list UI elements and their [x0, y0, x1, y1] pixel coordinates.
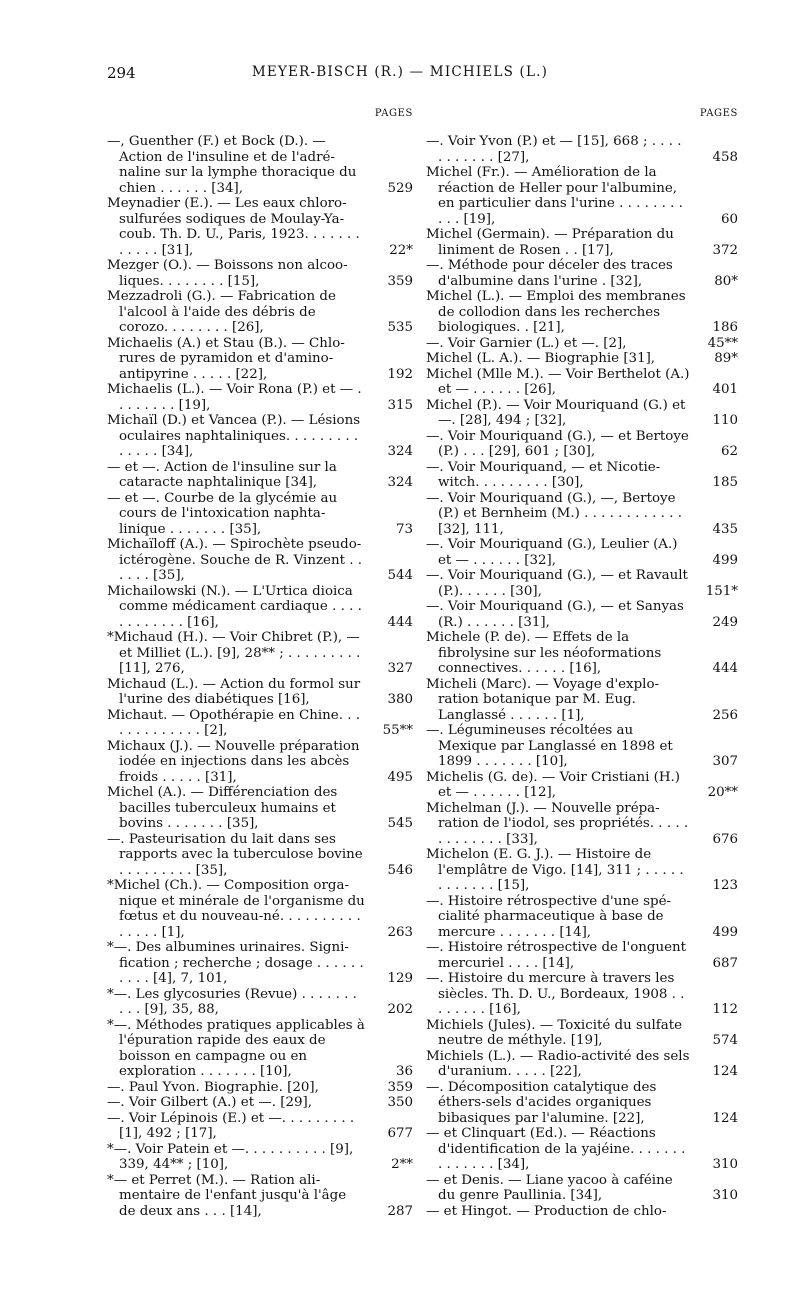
entry-page: 545 [387, 816, 413, 831]
index-entry [426, 677, 738, 724]
entry-text: Mezzadroli (G.). — Fabrication de l'alcool à l'aide des débris de corozo. . . . . . . . [26], [107, 289, 336, 335]
index-entry [107, 1173, 413, 1220]
entry-text: Michaud (L.). — Action du formol sur l'urine des diabétiques [16], [107, 676, 361, 707]
index-entry [107, 258, 413, 289]
entry-page: 324 [387, 444, 413, 459]
entry-page: 112 [712, 1002, 738, 1017]
entry-text: Michailowski (N.). — L'Urtica dioica comme médicament cardiaque . . . . . . . . . . . . [16], [107, 583, 362, 630]
entry-text: —. Pasteurisation du lait dans ses rapports avec la tuberculose bovine . . . . . . . . . [35], [107, 831, 363, 878]
entry-page: 458 [712, 149, 738, 165]
index-entry [107, 832, 413, 879]
entry-text: —. Histoire rétrospective d'une spécialité pharmaceutique à base de mercure . . . . . . . [14], [426, 893, 672, 940]
entry-page: 372 [712, 242, 738, 258]
entry-text: *—. Des albumines urinaires. Signification ; recherche ; dosage . . . . . . . . . . [4], 7, 101, [107, 940, 364, 986]
index-entry [426, 940, 738, 971]
entry-page: 124 [712, 1110, 738, 1126]
index-entry [426, 227, 738, 258]
entry-text: —. Voir Mouriquand (G.), —, Bertoye (P.) et Bernheim (M.) . . . . . . . . . . . . [32], 111, [426, 490, 682, 537]
entry-text: Michele (P. de). — Effets de la fibrolysine sur les néoformations connectives. . . . . . [16], [426, 630, 662, 676]
entry-text: Michel (Mlle M.). — Voir Berthelot (A.) et — . . . . . . [26], [426, 366, 690, 397]
entry-text: —. Voir Yvon (P.) et — [15], 668 ; . . . . . . . . . . . [27], [426, 134, 682, 165]
pages-column-label: PAGES [699, 108, 738, 119]
left-column [107, 108, 413, 1219]
entry-page: 129 [387, 971, 413, 986]
index-entry [107, 708, 413, 739]
entry-page: 444 [712, 661, 738, 676]
entry-text: *—. Méthodes pratiques applicables à l'épuration rapide des eaux de boisson en campagne ou en exploration . . . . . . . [10], [107, 1017, 365, 1079]
entry-text: Michelon (E. G. J.). — Histoire de l'emplâtre de Vigo. [14], 311 ; . . . . . . . . . . . . [15], [426, 847, 684, 893]
entry-text: —. Paul Yvon. Biographie. [20], [107, 1079, 319, 1095]
index-entry [107, 630, 413, 677]
entry-page: 327 [387, 661, 413, 676]
entry-text: —. Voir Lépinois (E.) et —. . . . . . . . . [1], 492 ; [17], [107, 1110, 355, 1141]
entry-page: 55** [382, 723, 413, 738]
entry-text: Michel (Germain). — Préparation du liniment de Rosen . . [17], [426, 227, 674, 258]
entry-page: 36 [395, 1064, 413, 1079]
entry-text: —. Décomposition catalytique des éthers-sels d'acides organiques bibasiques par l'alumine. [22], [426, 1079, 657, 1126]
entry-page: 310 [712, 1188, 738, 1203]
pages-column-label: PAGES [374, 108, 413, 119]
index-entry [426, 398, 738, 429]
entry-text: Michel (L.). — Emploi des membranes de collodion dans les recherches biologiques. . [21], [426, 289, 686, 335]
entry-page: 380 [387, 692, 413, 707]
index-entry [426, 723, 738, 770]
entry-page: 401 [712, 382, 738, 397]
entry-page: 307 [712, 754, 738, 769]
index-entry [426, 429, 738, 460]
index-entry [426, 1080, 738, 1127]
entry-page: 263 [387, 924, 413, 940]
entry-text: —. Légumineuses récoltées au Mexique par Langlassé en 1898 et 1899 . . . . . . . [10], [426, 723, 673, 769]
index-entry [107, 878, 413, 940]
right-column [426, 108, 738, 1219]
entry-page: 310 [712, 1157, 738, 1172]
index-entry [426, 847, 738, 894]
entry-text: Michaut. — Opothérapie en Chine. . . . . . . . . . . . . [2], [107, 707, 361, 738]
entry-page: 110 [712, 413, 738, 428]
entry-text: — et —. Courbe de la glycémie au cours de l'intoxication naphtalinique . . . . . . . [35], [107, 490, 338, 537]
entry-text: *—. Voir Patein et —. . . . . . . . . . [9], 339, 44** ; [10], [107, 1141, 354, 1172]
entry-text: Michaux (J.). — Nouvelle préparation iodée en injections dans les abcès froids . . . . . [31], [107, 738, 360, 785]
entry-page: 256 [712, 707, 738, 723]
entry-text: Michelis (G. de). — Voir Cristiani (H.) et — . . . . . . [12], [426, 769, 681, 800]
index-entry [426, 1126, 738, 1173]
entry-page: 22* [389, 242, 413, 258]
entry-page: 676 [712, 831, 738, 847]
entry-text: Mezger (O.). — Boissons non alcooliques. . . . . . . . [15], [107, 258, 348, 289]
entry-page: 350 [387, 1095, 413, 1110]
entry-text: Michiels (Jules). — Toxicité du sulfate neutre de méthyle. [19], [426, 1017, 683, 1048]
entry-text: — et Clinquart (Ed.). — Réactions d'identification de la yajéine. . . . . . . . . . . . . . [34], [426, 1126, 686, 1172]
entry-text: —. Voir Mouriquand (G.), — et Sanyas (R.) . . . . . . [31], [426, 599, 684, 630]
index-entry [107, 987, 413, 1018]
entry-text: Michel (Fr.). — Amélioration de la réaction de Heller pour l'albumine, en particulier dans l'urine . . . . . . . . . . . [19], [426, 165, 683, 227]
entry-text: Michaelis (A.) et Stau (B.). — Chlorures de pyramidon et d'aminoantipyrine . . . . . [22], [107, 335, 345, 382]
entry-page: 202 [387, 1002, 413, 1017]
index-entry [107, 336, 413, 383]
entry-text: —. Voir Gilbert (A.) et —. [29], [107, 1095, 312, 1110]
index-entry [426, 894, 738, 941]
index-entry [107, 1095, 413, 1111]
index-entry [426, 801, 738, 848]
entry-page: 499 [712, 924, 738, 940]
entry-text: *— et Perret (M.). — Ration alimentaire de l'enfant jusqu'à l'âge de deux ans . . . [14], [107, 1172, 347, 1219]
running-head: MEYER-BISCH (R.) — MICHIELS (L.) [251, 64, 549, 80]
entry-page: 45** [707, 335, 738, 351]
index-entry [107, 289, 413, 336]
index-entry [107, 413, 413, 460]
entry-page: 249 [712, 614, 738, 630]
index-entry [107, 382, 413, 413]
index-entry [426, 289, 738, 336]
index-entry [426, 568, 738, 599]
entry-page: 287 [387, 1203, 413, 1219]
entry-text: Michel (A.). — Différenciation des bacilles tuberculeux humains et bovins . . . . . . . [35], [107, 785, 338, 831]
entry-page: 687 [712, 955, 738, 971]
entry-page: 89* [714, 351, 738, 366]
index-entry [426, 351, 738, 367]
entry-page: 529 [387, 180, 413, 196]
entry-text: Michaïl (D.) et Vancea (P.). — Lésions oculaires naphtaliniques. . . . . . . . . . . . . . [34], [107, 413, 361, 459]
entry-text: Michiels (L.). — Radio-activité des sels d'uranium. . . . . [22], [426, 1048, 690, 1079]
entry-text: —. Voir Mouriquand, — et Nicotiewitch. . . . . . . . . [30], [426, 459, 661, 490]
index-entry [107, 940, 413, 987]
page-header [0, 64, 800, 86]
entry-page: 444 [387, 614, 413, 630]
entry-text: —. Voir Mouriquand (G.), — et Ravault (P.). . . . . . [30], [426, 568, 688, 599]
entry-text: —. Voir Mouriquand (G.), Leulier (A.) et — . . . . . . [32], [426, 537, 678, 568]
index-entry [107, 1111, 413, 1142]
entry-text: —, Guenther (F.) et Bock (D.). — Action de l'insuline et de l'adrénaline sur la lymphe thoracique du chien . . . . . . [34], [107, 134, 357, 196]
entry-page: 544 [387, 568, 413, 583]
index-entry [426, 367, 738, 398]
entry-page: 186 [712, 320, 738, 335]
index-entry [107, 491, 413, 538]
entry-text: *Michaud (H.). — Voir Chibret (P.), — et Milliet (L.). [9], 28** ; . . . . . . . . . [11], 276, [107, 630, 361, 676]
entry-page: 324 [387, 475, 413, 490]
entry-page: 123 [712, 878, 738, 893]
index-entry [426, 1018, 738, 1049]
entry-text: —. Voir Garnier (L.) et —. [2], [426, 335, 627, 351]
entry-text: Meynadier (E.). — Les eaux chlorosulfurées sodiques de Moulay-Yacoub. Th. D. U., Paris, 1923. . . . . . . . . . . . [31], [107, 196, 360, 258]
entry-text: *Michel (Ch.). — Composition organique et minérale de l'organisme du fœtus et du nouveau-né. . . . . . . . . . . . . . . [1], [107, 878, 365, 940]
page-number: 294 [107, 64, 136, 82]
index-entry [107, 537, 413, 584]
entry-page: 315 [387, 397, 413, 413]
entry-text: Michel (P.). — Voir Mouriquand (G.) et —. [28], 494 ; [32], [426, 397, 686, 428]
index-entry [107, 1080, 413, 1096]
entry-page: 546 [387, 862, 413, 878]
index-entry [426, 1173, 738, 1204]
entry-page: 80* [714, 273, 738, 289]
entry-text: Michel (L. A.). — Biographie [31], [426, 351, 656, 366]
index-entry [426, 258, 738, 289]
index-entry [107, 677, 413, 708]
index-entry [426, 165, 738, 227]
index-entry [426, 460, 738, 491]
index-entry [426, 491, 738, 538]
entry-page: 677 [387, 1126, 413, 1141]
index-entry [107, 460, 413, 491]
entry-page: 499 [712, 552, 738, 568]
index-entry [426, 1049, 738, 1080]
entry-text: Michaïloff (A.). — Spirochète pseudo-ictérogène. Souche de R. Vinzent . . . . . . [35], [107, 537, 362, 583]
index-entry [107, 196, 413, 258]
entry-text: — et Denis. — Liane yacoo à caféine du genre Paullinia. [34], [426, 1172, 673, 1203]
entry-page: 73 [395, 521, 413, 537]
index-entry [107, 1018, 413, 1080]
entry-text: Michelman (J.). — Nouvelle préparation de l'iodol, ses propriétés. . . . . . . . . . . . . [33], [426, 800, 689, 847]
entry-page: 535 [387, 320, 413, 335]
entry-text: — et —. Action de l'insuline sur la cataracte naphtalinique [34], [107, 459, 337, 490]
entry-page: 20** [707, 785, 738, 800]
entry-page: 124 [712, 1064, 738, 1079]
entry-text: —. Voir Mouriquand (G.), — et Bertoye (P.) . . . [29], 601 ; [30], [426, 428, 689, 459]
index-entry [426, 134, 738, 165]
entry-page: 185 [712, 475, 738, 490]
index-entry [426, 770, 738, 801]
index-entry [426, 1204, 738, 1220]
entry-page: 359 [387, 273, 413, 289]
entry-page: 151* [705, 583, 738, 599]
entry-page: 2** [391, 1157, 413, 1172]
entry-page: 192 [387, 366, 413, 382]
entry-page: 435 [712, 521, 738, 537]
entry-text: —. Histoire rétrospective de l'onguent mercuriel . . . . [14], [426, 940, 687, 971]
entry-page: 495 [387, 769, 413, 785]
entry-page: 574 [712, 1033, 738, 1048]
index-entry [107, 739, 413, 786]
index-entry [107, 785, 413, 832]
entry-page: 60 [720, 211, 738, 227]
index-entry [107, 1142, 413, 1173]
index-entry [426, 537, 738, 568]
entry-text: *—. Les glycosuries (Revue) . . . . . . . . . . [9], 35, 88, [107, 986, 357, 1017]
index-entry [107, 134, 413, 196]
entry-text: — et Hingot. — Production de chlo- [426, 1203, 667, 1219]
index-entry [426, 599, 738, 630]
index-entry [426, 336, 738, 352]
entry-page: 62 [720, 444, 738, 459]
entry-text: —. Méthode pour déceler des traces d'albumine dans l'urine . [32], [426, 258, 673, 289]
entry-text: —. Histoire du mercure à travers les siècles. Th. D. U., Bordeaux, 1908 . . . . . . . . [16], [426, 971, 685, 1017]
index-entry [426, 971, 738, 1018]
index-entry [426, 630, 738, 677]
entry-text: Micheli (Marc). — Voyage d'exploration botanique par M. Eug. Langlassé . . . . . . [1], [426, 676, 660, 723]
entry-page: 359 [387, 1079, 413, 1095]
entry-text: Michaelis (L.). — Voir Rona (P.) et — . . . . . . . . [19], [107, 382, 362, 413]
index-entry [107, 584, 413, 631]
